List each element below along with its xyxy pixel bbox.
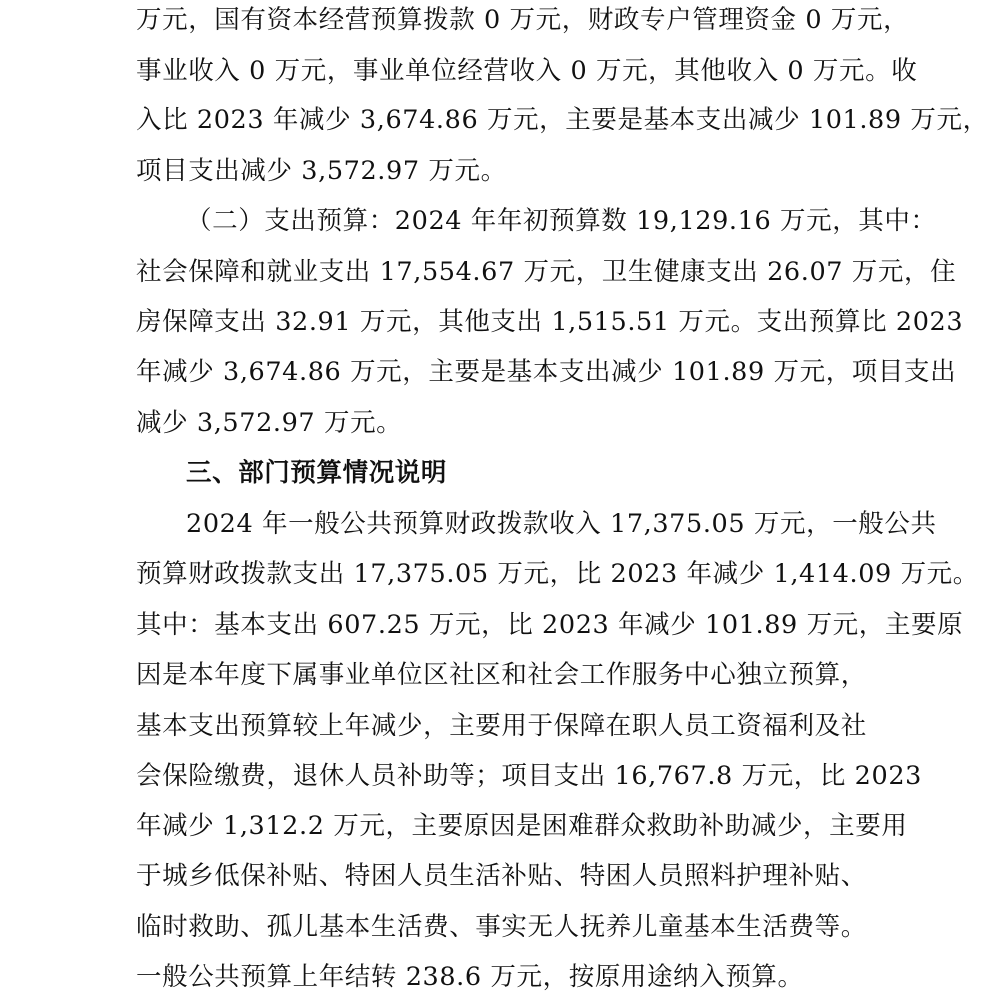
paragraph-line-income-change: 入比 2023 年减少 3,674.86 万元，主要是基本支出减少 101.89 万元， [136, 105, 989, 135]
paragraph-line-expenditure-project: 减少 3,572.97 万元。 [136, 408, 403, 438]
paragraph-line-reason-1: 因是本年度下属事业单位区社区和社会工作服务中心独立预算， [136, 660, 867, 690]
paragraph-line-general-budget-1: 2024 年一般公共预算财政拨款收入 17,375.05 万元，一般公共 [186, 509, 937, 539]
paragraph-line-income-sources-1: 万元，国有资本经营预算拨款 0 万元，财政专户管理资金 0 万元， [136, 5, 910, 35]
section-heading-department-budget: 三、部门预算情况说明 [186, 458, 448, 488]
paragraph-line-income-sources-2: 事业收入 0 万元，事业单位经营收入 0 万元，其他收入 0 万元。收 [136, 56, 918, 86]
paragraph-line-subsidies-1: 于城乡低保补贴、特困人员生活补贴、特困人员照料护理补贴、 [136, 861, 867, 891]
paragraph-line-project-expenditure: 会保险缴费，退休人员补助等；项目支出 16,767.8 万元，比 2023 [136, 761, 922, 791]
paragraph-line-project-change: 年减少 1,312.2 万元，主要原因是困难群众救助补助减少，主要用 [136, 811, 908, 841]
paragraph-line-basic-expenditure: 其中：基本支出 607.25 万元，比 2023 年减少 101.89 万元，主要原 [136, 610, 964, 640]
paragraph-line-carryover: 一般公共预算上年结转 238.6 万元，按原用途纳入预算。 [136, 962, 804, 992]
paragraph-line-expenditure-items-2: 房保障支出 32.91 万元，其他支出 1,515.51 万元。支出预算比 2023 [136, 307, 964, 337]
paragraph-line-subsidies-2: 临时救助、孤儿基本生活费、事实无人抚养儿童基本生活费等。 [136, 912, 867, 942]
paragraph-line-project-decrease: 项目支出减少 3,572.97 万元。 [136, 156, 507, 186]
paragraph-line-reason-2: 基本支出预算较上年减少，主要用于保障在职人员工资福利及社 [136, 711, 867, 741]
paragraph-line-expenditure-items-1: 社会保障和就业支出 17,554.67 万元，卫生健康支出 26.07 万元，住 [136, 257, 957, 287]
paragraph-line-general-budget-2: 预算财政拨款支出 17,375.05 万元，比 2023 年减少 1,414.09 万元。 [136, 559, 979, 589]
section-expenditure-budget-line: （二）支出预算：2024 年年初预算数 19,129.16 万元，其中： [186, 206, 937, 236]
paragraph-line-expenditure-change: 年减少 3,674.86 万元，主要是基本支出减少 101.89 万元，项目支出 [136, 357, 957, 387]
